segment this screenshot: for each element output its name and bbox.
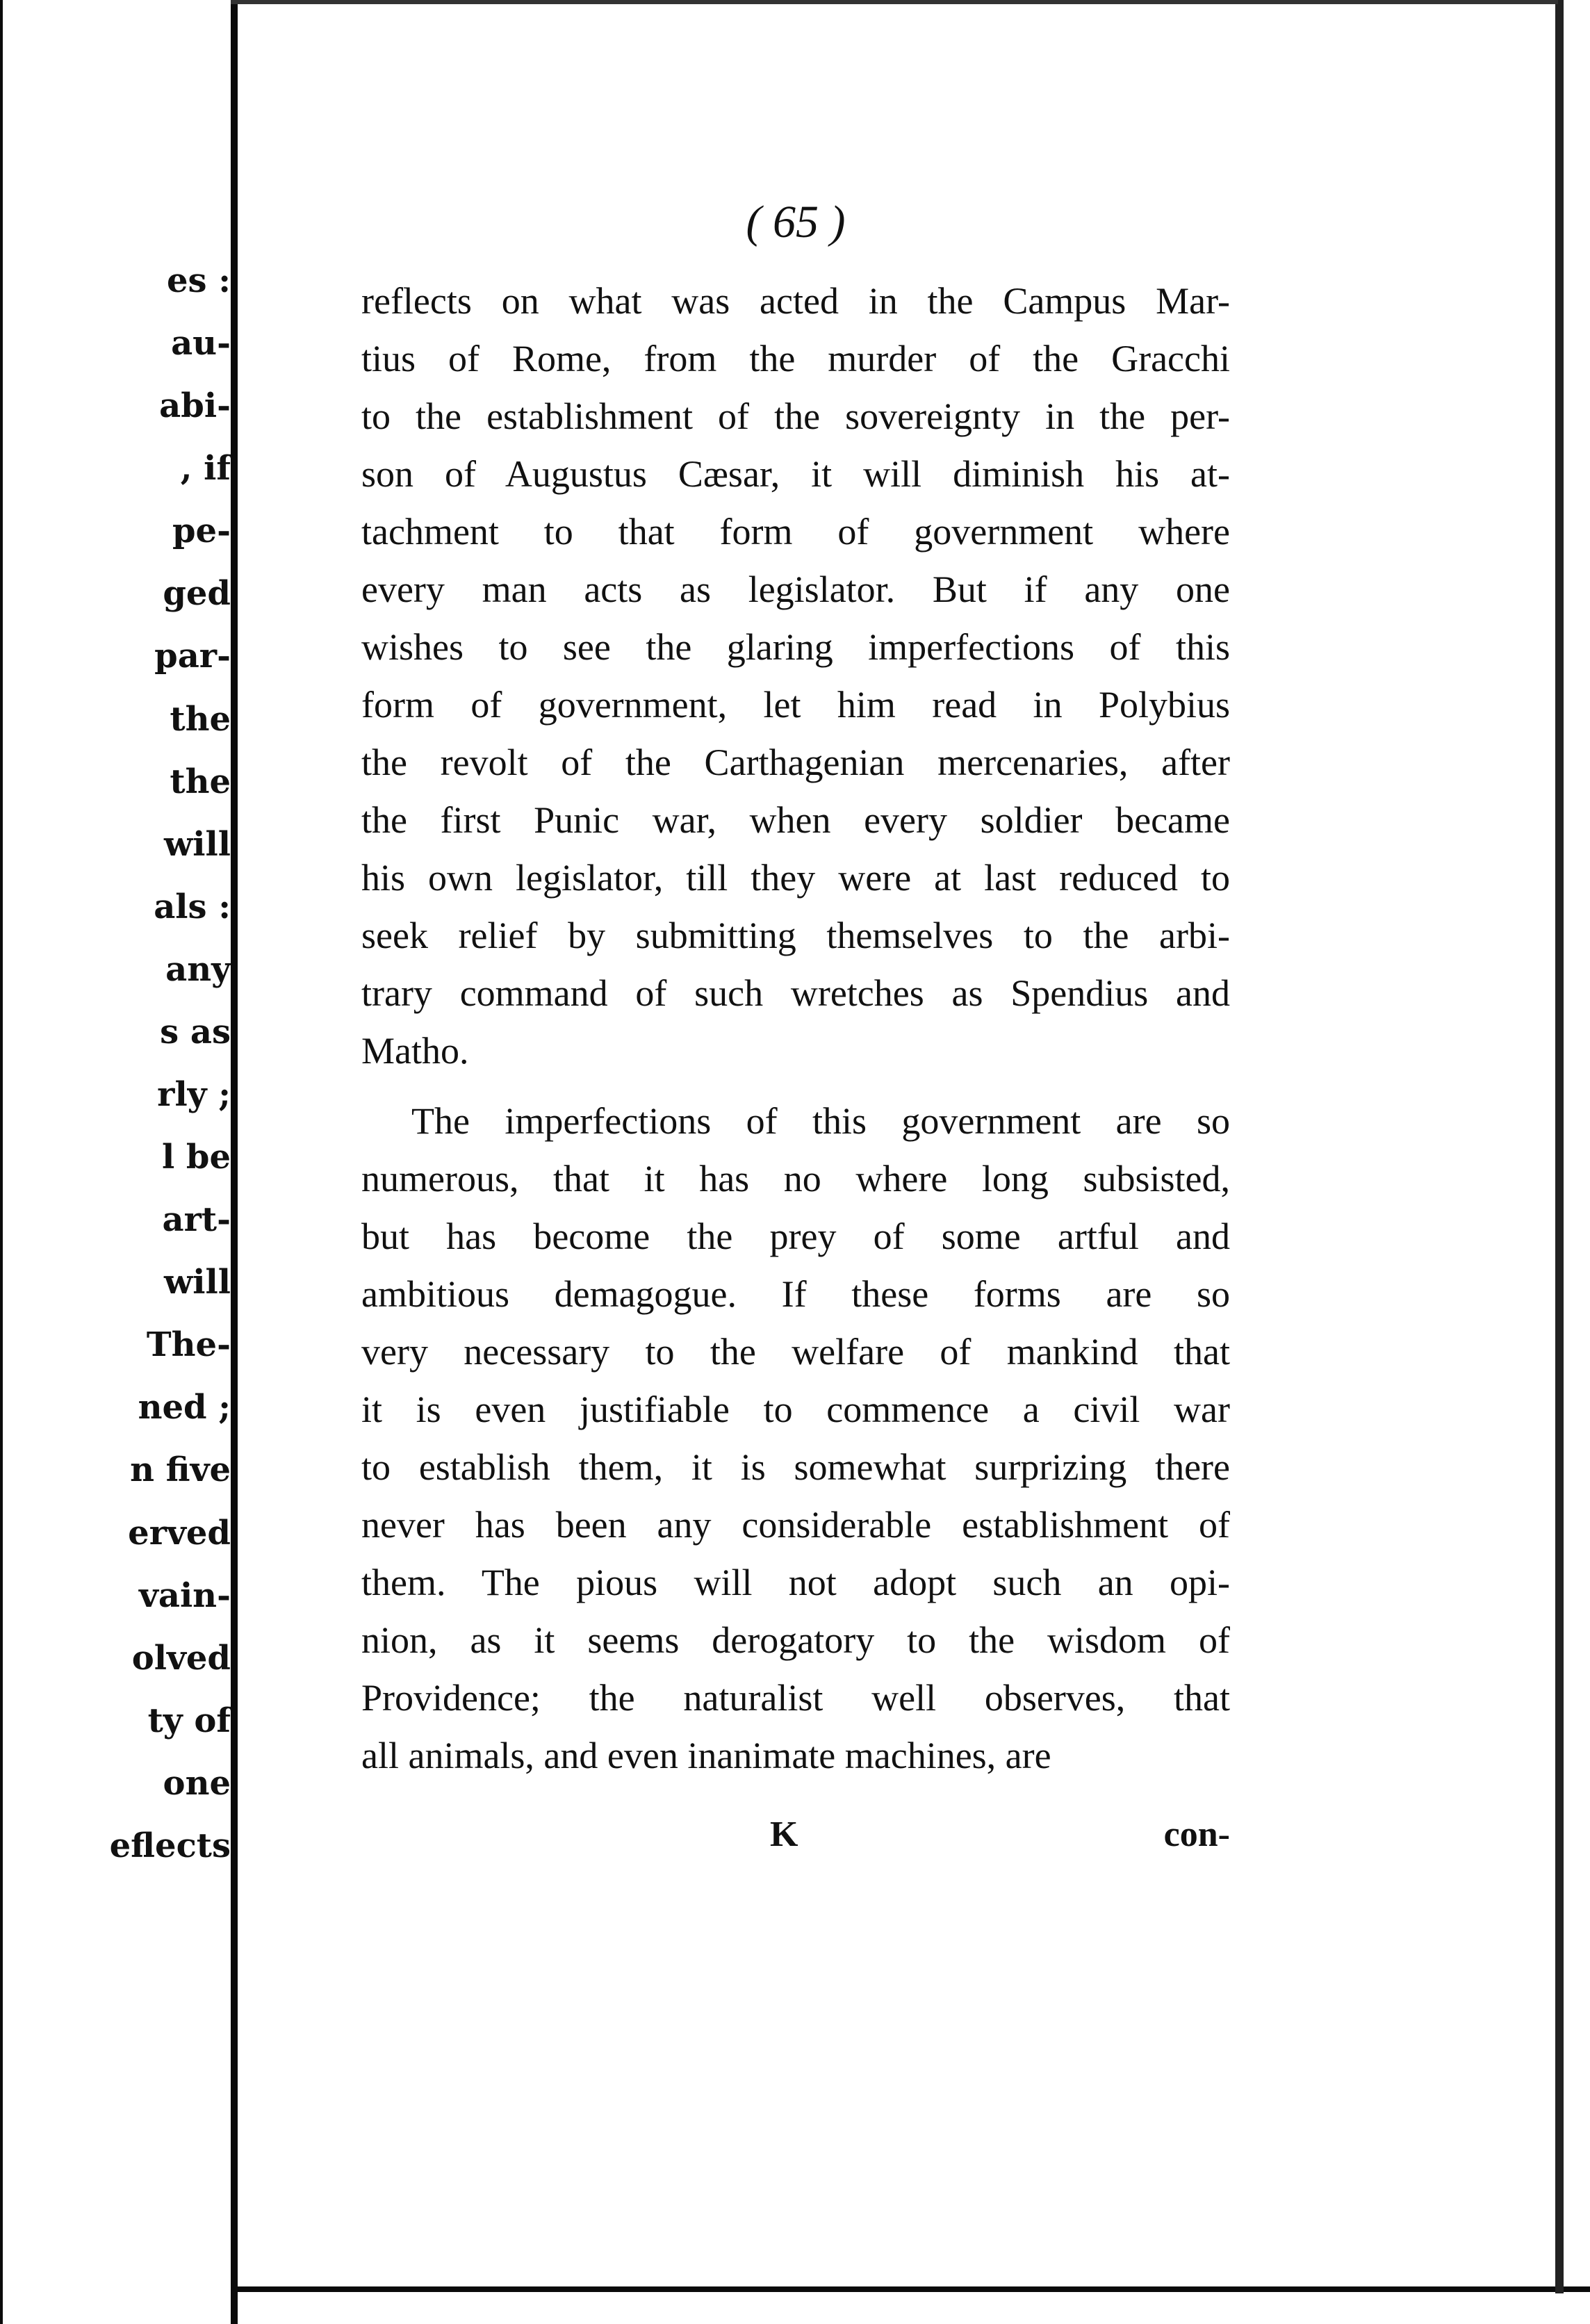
text-line: numerous, that it has no where long subsisted,	[361, 1158, 1230, 1200]
signature-mark: K	[770, 1815, 798, 1854]
text-line: to establish them, it is somewhat surprizing there	[361, 1446, 1230, 1488]
text-line: nion, as it seems derogatory to the wisdom of	[361, 1619, 1230, 1661]
page-number: ( 65 )	[746, 197, 846, 247]
text-line: all animals, and even inanimate machines, are	[361, 1735, 1051, 1776]
left-fragment-line: au-	[171, 324, 231, 363]
left-page-line-fragments	[109, 261, 231, 1865]
text-line: tachment to that form of government where	[361, 511, 1230, 553]
gutter-line	[231, 0, 238, 2324]
text-line: seek relief by submitting themselves to the arbi-	[361, 915, 1230, 956]
text-line: never has been any considerable establishment of	[361, 1504, 1230, 1546]
text-line: ambitious demagogue. If these forms are so	[361, 1273, 1230, 1315]
left-fragment-line: als :	[154, 887, 231, 926]
main-page	[361, 0, 1230, 2324]
text-line: them. The pious will not adopt such an opi-	[361, 1562, 1230, 1603]
text-line: tius of Rome, from the murder of the Gracchi	[361, 338, 1230, 379]
catchword: con-	[1163, 1815, 1230, 1854]
page-footer	[361, 1814, 1230, 1869]
text-line: very necessary to the welfare of mankind that	[361, 1331, 1230, 1373]
left-fragment-line: n five	[130, 1450, 231, 1490]
text-line: reflects on what was acted in the Campus Mar-	[361, 280, 1230, 322]
left-fragment-line: ned ;	[138, 1388, 231, 1427]
right-edge-line	[1555, 0, 1564, 2293]
left-fragment-line: ged	[163, 574, 231, 614]
left-fragment-line: will	[163, 824, 231, 864]
left-fragment-line: one	[163, 1763, 231, 1803]
left-fragment-line: rly ;	[157, 1075, 231, 1115]
text-line: it is even justifiable to commence a civil war	[361, 1389, 1230, 1430]
left-fragment-line: eflects	[109, 1826, 231, 1865]
left-fragment-line: the	[170, 762, 231, 801]
text-line: the first Punic war, when every soldier became	[361, 799, 1230, 841]
text-line: his own legislator, till they were at last reduced to	[361, 857, 1230, 899]
left-fragment-line: pe-	[172, 512, 231, 551]
left-fragment-line: abi-	[159, 386, 231, 426]
left-fragment-line: , if	[180, 449, 231, 489]
left-fragment-line: par-	[154, 637, 231, 676]
left-fragment-line: vain-	[138, 1576, 231, 1615]
text-line: the revolt of the Carthagenian mercenaries, after	[361, 742, 1230, 783]
text-line: wishes to see the glaring imperfections of this	[361, 626, 1230, 668]
text-line: The imperfections of this government are so	[411, 1100, 1230, 1142]
left-fragment-line: erved	[128, 1513, 231, 1553]
paragraph-1	[361, 272, 1230, 1080]
left-fragment-line: the	[170, 699, 231, 739]
text-line: Providence; the naturalist well observes, that	[361, 1677, 1230, 1719]
paragraph-2	[361, 1093, 1230, 1785]
text-line: to the establishment of the sovereignty in the per-	[361, 395, 1230, 437]
text-line: son of Augustus Cæsar, it will diminish his at-	[361, 453, 1230, 495]
text-line: every man acts as legislator. But if any one	[361, 568, 1230, 610]
left-fragment-line: ty of	[147, 1701, 231, 1740]
left-fragment-line: The-	[146, 1325, 231, 1365]
left-fragment-line: will	[163, 1263, 231, 1302]
left-fragment-line: s as	[160, 1012, 231, 1051]
left-fragment-line: l be	[161, 1138, 231, 1177]
left-fragment-line: any	[165, 949, 231, 989]
left-fragment-line: art-	[162, 1200, 231, 1240]
text-line: Matho.	[361, 1030, 469, 1072]
text-line: trary command of such wretches as Spendius and	[361, 972, 1230, 1014]
left-fragment-line: es :	[167, 261, 231, 300]
text-line: form of government, let him read in Polybius	[361, 684, 1230, 726]
left-page-fragment	[0, 0, 231, 2324]
text-line: but has become the prey of some artful and	[361, 1216, 1230, 1257]
left-fragment-line: olved	[131, 1638, 231, 1678]
